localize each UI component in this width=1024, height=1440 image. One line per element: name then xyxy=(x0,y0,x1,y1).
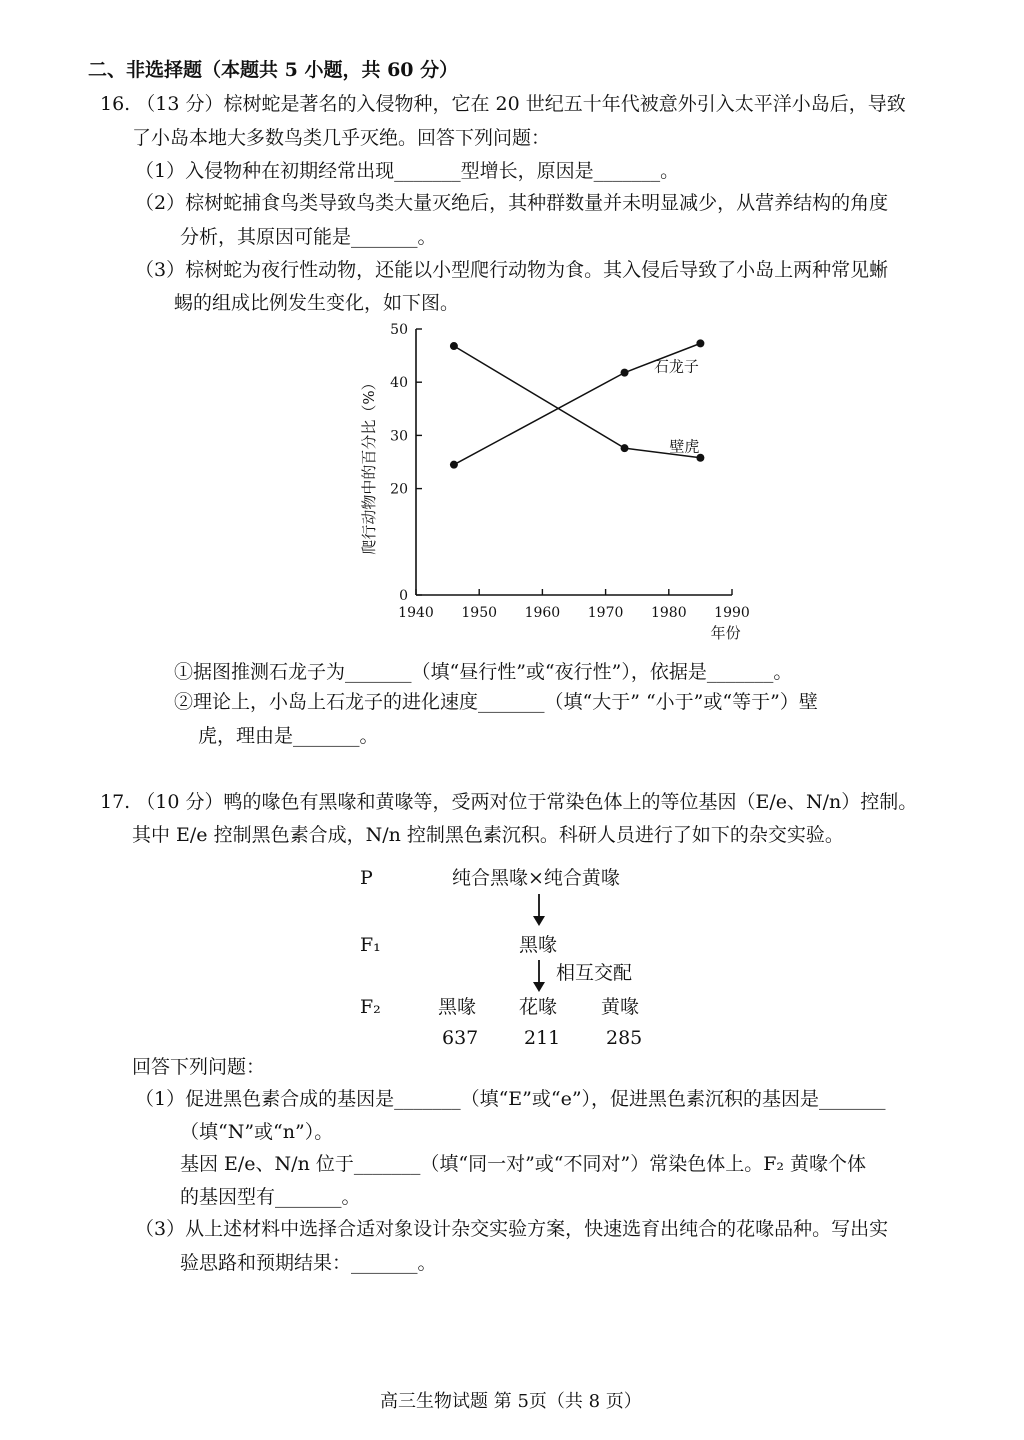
y-axis-label-text: 爬行动物中的百分比（%） xyxy=(360,375,378,555)
cross-f1-label: F₁ xyxy=(360,934,381,956)
series-label: 壁虎 xyxy=(669,437,700,456)
q17-part1-line1: （1）促进黑色素合成的基因是_______（填“E”或“e”），促进黑色素沉积的基因是_______ xyxy=(135,1088,886,1110)
f2-count-yellow: 285 xyxy=(606,1027,643,1049)
y-tick-label: 0 xyxy=(399,588,408,604)
q17-line1: 17. （10 分）鸭的喙色有黑喙和黄喙等，受两对位于常染色体上的等位基因（E/e、N/n）控制。 xyxy=(100,791,918,813)
q17-answer-prompt: 回答下列问题： xyxy=(132,1056,266,1078)
x-tick-label: 1940 xyxy=(398,605,434,621)
cross-f1-text: 黑喙 xyxy=(519,934,558,956)
f2-count-black: 637 xyxy=(442,1027,479,1049)
section-header: 二、非选择题（本题共 5 小题，共 60 分） xyxy=(88,59,459,81)
x-tick-label: 1950 xyxy=(461,605,498,621)
series-label: 石龙子 xyxy=(653,357,699,376)
x-axis-label: 年份 xyxy=(710,624,741,642)
data-point xyxy=(621,369,629,377)
f2-phenotype-black: 黑喙 xyxy=(438,996,477,1018)
f2-count-spotted: 211 xyxy=(524,1027,561,1049)
q17-line2: 其中 E/e 控制黑色素合成，N/n 控制黑色素沉积。科研人员进行了如下的杂交实验。 xyxy=(132,824,844,846)
q16-part3-line1: （3）棕树蛇为夜行性动物，还能以小型爬行动物为食。其入侵后导致了小岛上两种常见蜥 xyxy=(135,259,889,281)
y-tick-label: 40 xyxy=(390,375,408,392)
cross-mating-note: 相互交配 xyxy=(556,962,633,984)
x-tick-label: 1970 xyxy=(587,605,624,621)
data-point xyxy=(450,461,458,469)
f2-phenotype-yellow: 黄喙 xyxy=(601,996,640,1018)
q16-part2-line1: （2）棕树蛇捕食鸟类导致鸟类大量灭绝后，其种群数量并未明显减少，从营养结构的角度 xyxy=(135,192,889,214)
arrow-down-icon xyxy=(529,892,549,928)
cross-f2-label: F₂ xyxy=(360,996,381,1018)
q16-line2: 了小岛本地大多数鸟类几乎灭绝。回答下列问题： xyxy=(132,127,551,149)
x-tick-label: 1980 xyxy=(650,605,687,621)
data-point xyxy=(696,339,704,347)
q17-part1-line2: （填“N”或“n”）。 xyxy=(180,1121,334,1143)
page-footer: 高三生物试题 第 5页（共 8 页） xyxy=(380,1391,642,1412)
lizard-proportion-chart xyxy=(340,315,760,645)
y-tick-label: 50 xyxy=(390,322,408,338)
x-tick-label: 1990 xyxy=(714,605,750,621)
q17-part2-line2: 的基因型有_______。 xyxy=(180,1186,361,1208)
arrow-down-icon xyxy=(529,958,549,994)
q16-sub2-line2: 虎，理由是_______。 xyxy=(198,725,379,747)
q16-part2-line2: 分析，其原因可能是_______。 xyxy=(180,226,437,248)
x-tick-label: 1960 xyxy=(524,605,561,621)
y-tick-label: 20 xyxy=(390,481,408,498)
cross-p-text: 纯合黑喙×纯合黄喙 xyxy=(452,867,620,889)
q17-part3-line1: （3）从上述材料中选择合适对象设计杂交实验方案，快速选育出纯合的花喙品种。写出实 xyxy=(135,1218,889,1240)
q17-part3-line2: 验思路和预期结果：_______。 xyxy=(180,1252,437,1274)
q16-line1: 16. （13 分）棕树蛇是著名的入侵物种，它在 20 世纪五十年代被意外引入太平洋小岛后，导致 xyxy=(100,93,906,115)
f2-phenotype-spotted: 花喙 xyxy=(519,996,558,1018)
data-point xyxy=(450,342,458,350)
y-tick-label: 30 xyxy=(390,428,408,445)
q16-sub1: ①据图推测石龙子为_______（填“昼行性”或“夜行性”），依据是_______。 xyxy=(174,661,793,683)
q16-part3-line2: 蜴的组成比例发生变化，如下图。 xyxy=(174,292,460,314)
y-axis-label xyxy=(360,375,378,554)
q16-part1: （1）入侵物种在初期经常出现_______型增长，原因是_______。 xyxy=(135,160,680,182)
cross-p-label: P xyxy=(360,867,373,889)
q16-sub2-line1: ②理论上，小岛上石龙子的进化速度_______（填“大于” “小于”或“等于”）壁 xyxy=(174,691,818,713)
q17-part2-line1: 基因 E/e、N/n 位于_______（填“同一对”或“不同对”）常染色体上。F₂ 黄喙个体 xyxy=(180,1153,867,1175)
data-point xyxy=(621,444,629,452)
